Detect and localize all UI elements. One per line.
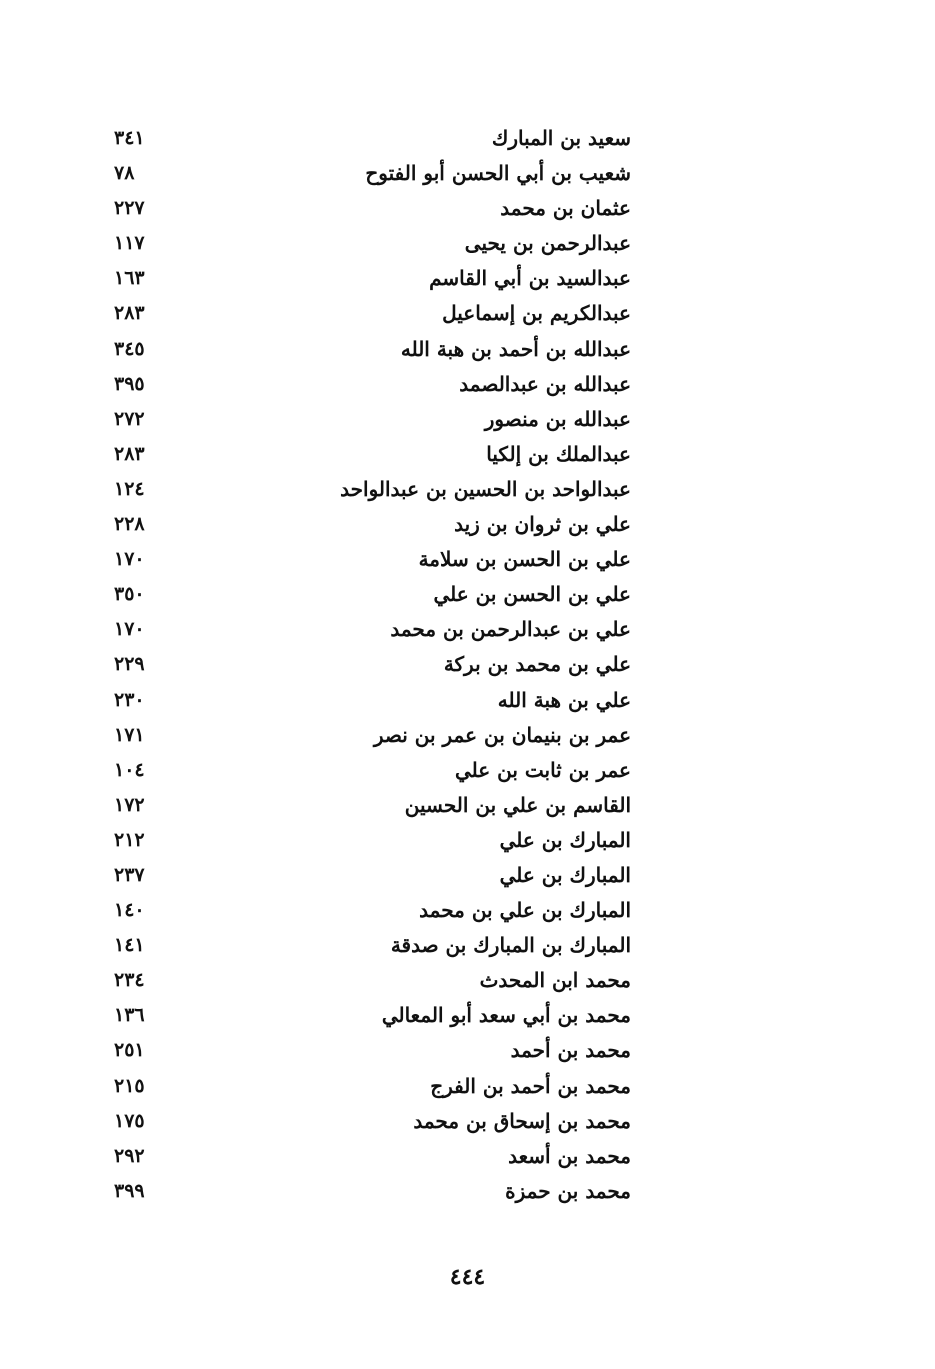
entry-name: علي بن الحسن بن سلامة <box>418 547 631 572</box>
entry-page-number: ٢٣٤ <box>114 969 145 992</box>
entry-page-number: ١٢٤ <box>114 477 145 500</box>
entry-page-number: ١٠٤ <box>114 758 145 781</box>
entry-page-number: ١٤٠ <box>114 899 145 922</box>
index-entry-row <box>100 1139 635 1174</box>
entry-name: المبارك بن المبارك بن صدقة <box>390 933 631 958</box>
entry-page-number: ١٧١ <box>114 723 145 746</box>
entry-page-number: ٢١٥ <box>114 1074 145 1097</box>
entry-page-number: ١٧٢ <box>114 793 145 816</box>
entry-page-number: ١٤١ <box>114 934 145 957</box>
entry-name: عبدالله بن عبدالصمد <box>459 371 631 396</box>
entry-name: علي بن عبدالرحمن بن محمد <box>390 617 631 642</box>
index-entry-row <box>100 437 635 472</box>
entry-page-number: ٣٤١ <box>114 127 145 149</box>
index-entry-row <box>100 542 635 577</box>
index-entry-row <box>100 191 635 226</box>
index-entry-row <box>100 226 635 261</box>
index-entry-row <box>100 963 635 998</box>
index-entry-row <box>100 928 635 963</box>
entry-name: سعيد بن المبارك <box>491 126 631 150</box>
entry-page-number: ٧٨ <box>114 162 135 185</box>
entry-page-number: ٣٩٩ <box>114 1179 145 1202</box>
entry-name: عبدالملك بن إلكيا <box>486 441 631 466</box>
entry-name: محمد بن حمزة <box>505 1178 631 1203</box>
entry-name: محمد ابن المحدث <box>479 968 631 993</box>
entry-page-number: ١٣٦ <box>114 1004 145 1027</box>
entry-name: المبارك بن علي <box>499 862 631 887</box>
entry-name: عبدالله بن منصور <box>484 406 631 431</box>
entry-page-number: ٢٩٢ <box>114 1144 145 1167</box>
entry-name: محمد بن أحمد بن الفرج <box>430 1073 631 1098</box>
index-entry-row <box>100 156 635 191</box>
index-entry-row <box>100 577 635 612</box>
entry-name: محمد بن أبي سعد أبو المعالي <box>381 1003 631 1028</box>
index-entry-row <box>100 998 635 1033</box>
entry-page-number: ٢٣٧ <box>114 863 145 886</box>
entry-page-number: ٣٤٥ <box>114 337 145 360</box>
entry-name: علي بن ثروان بن زيد <box>454 512 631 537</box>
page-number: ٤٤٤ <box>449 1264 486 1290</box>
index-entry-row <box>100 893 635 928</box>
entry-name: عثمان بن محمد <box>500 196 631 221</box>
index-entry-row <box>100 1069 635 1104</box>
entry-name: المبارك بن علي بن محمد <box>419 898 631 923</box>
entry-page-number: ٢٧٢ <box>114 407 145 430</box>
index-entry-row <box>100 261 635 296</box>
index-entry-row <box>100 647 635 682</box>
index-entry-row <box>100 472 635 507</box>
entry-page-number: ١٧٠ <box>114 548 145 571</box>
entry-page-number: ٢١٢ <box>114 828 145 851</box>
index-entry-row <box>100 718 635 753</box>
index-entry-row <box>100 121 635 156</box>
index-entry-row <box>100 1174 635 1209</box>
index-entry-row <box>100 753 635 788</box>
entry-page-number: ١٧٠ <box>114 618 145 641</box>
index-entry-row <box>100 858 635 893</box>
entry-name: عمر بن ثابت بن علي <box>454 757 631 782</box>
entry-page-number: ٢٢٨ <box>114 513 145 536</box>
entry-page-number: ٣٩٥ <box>114 372 145 395</box>
entry-name: عبدالواحد بن الحسين بن عبدالواحد <box>340 476 631 501</box>
entry-name: علي بن الحسن بن علي <box>433 582 631 607</box>
index-entry-row <box>100 823 635 858</box>
index-entry-row <box>100 788 635 823</box>
entry-page-number: ٢٨٣ <box>114 302 145 325</box>
index-entry-row <box>100 332 635 367</box>
entry-name: عبدالكريم بن إسماعيل <box>442 301 631 326</box>
name-index-list <box>100 121 635 1209</box>
entry-page-number: ٢٨٣ <box>114 442 145 465</box>
index-entry-row <box>100 683 635 718</box>
entry-name: القاسم بن علي بن الحسين <box>404 792 631 817</box>
index-entry-row <box>100 296 635 331</box>
entry-page-number: ٢٢٧ <box>114 197 145 220</box>
index-entry-row <box>100 612 635 647</box>
entry-page-number: ١١٧ <box>114 232 145 255</box>
index-entry-row <box>100 1104 635 1139</box>
index-entry-row <box>100 507 635 542</box>
entry-name: عبدالرحمن بن يحيى <box>464 231 631 256</box>
entry-page-number: ٢٣٠ <box>114 688 145 711</box>
entry-page-number: ١٦٣ <box>114 267 145 290</box>
entry-name: محمد بن أحمد <box>510 1038 631 1063</box>
entry-page-number: ٣٥٠ <box>114 583 145 606</box>
entry-name: المبارك بن علي <box>499 827 631 852</box>
entry-page-number: ٢٥١ <box>114 1039 145 1062</box>
index-entry-row <box>100 367 635 402</box>
entry-page-number: ٢٢٩ <box>114 653 145 676</box>
entry-name: علي بن محمد بن بركة <box>443 652 631 677</box>
entry-name: عبدالله بن أحمد بن هبة الله <box>400 336 631 361</box>
index-entry-row <box>100 402 635 437</box>
entry-name: عبدالسيد بن أبي القاسم <box>429 266 631 291</box>
entry-page-number: ١٧٥ <box>114 1109 145 1132</box>
entry-name: عمر بن بنيمان بن عمر بن نصر <box>373 722 631 747</box>
index-entry-row <box>100 1033 635 1068</box>
entry-name: شعيب بن أبي الحسن أبو الفتوح <box>365 161 631 186</box>
entry-name: علي بن هبة الله <box>497 687 631 712</box>
entry-name: محمد بن إسحاق بن محمد <box>413 1108 631 1133</box>
entry-name: محمد بن أسعد <box>508 1143 631 1168</box>
